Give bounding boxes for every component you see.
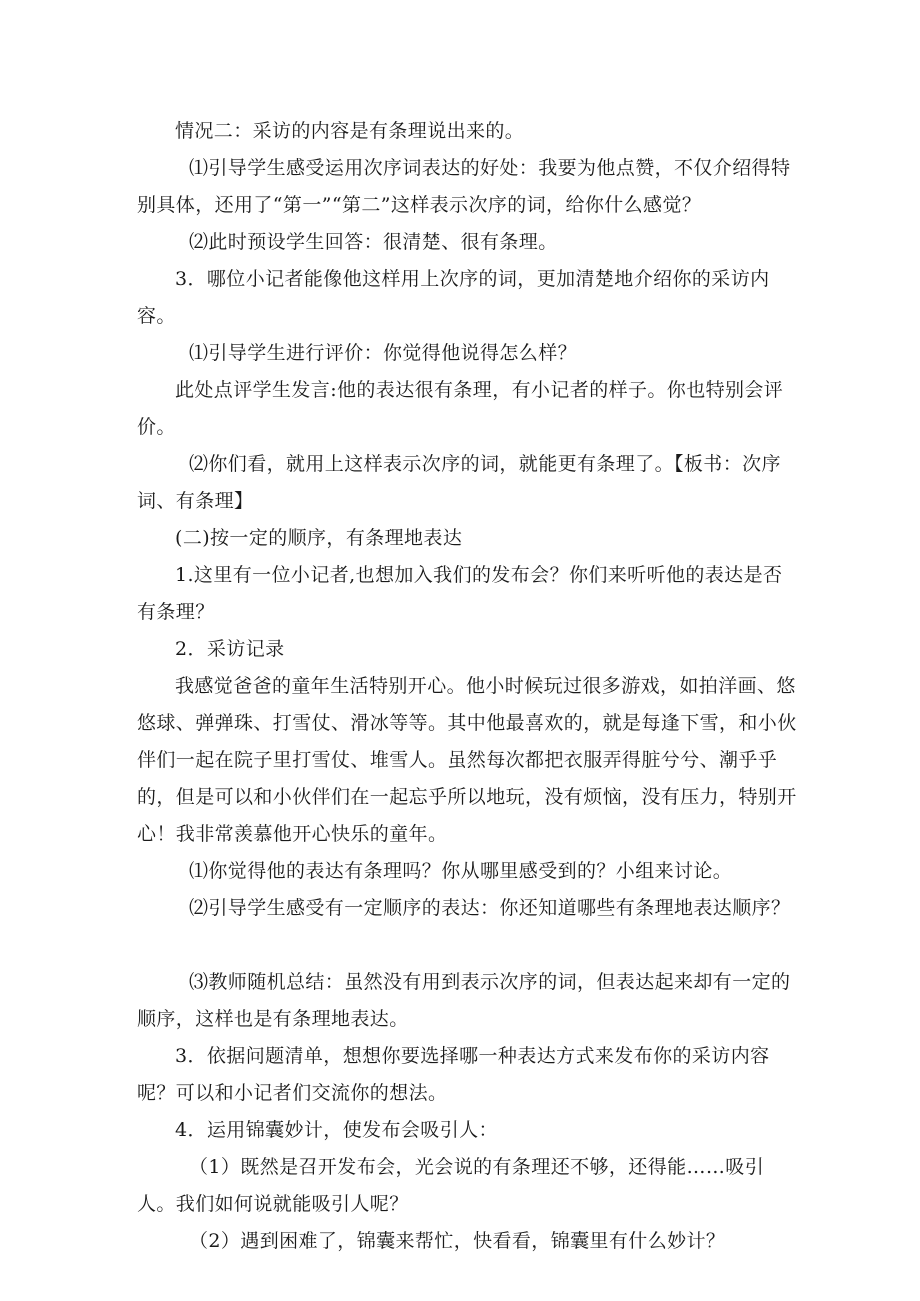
paragraph-discuss: ⑴你觉得他的表达有条理吗？你从哪里感受到的？小组来讨论。 xyxy=(189,860,733,882)
paragraph-comment-student: 此处点评学生发言:他的表达很有条理，有小记者的样子。你也特别会评价。 xyxy=(137,379,784,438)
paragraph-attract-people: （1）既然是召开发布会，光会说的有条理还不够，还得能……吸引人。我们如何说就能吸引人呢？ xyxy=(137,1156,765,1215)
paragraph-item-4-tips: 4．运用锦囊妙计，使发布会吸引人： xyxy=(175,1119,498,1141)
paragraph-item-1-reporter: 1.这里有一位小记者,也想加入我们的发布会？你们来听听他的表达是否有条理？ xyxy=(137,564,783,623)
section-heading-two: (二)按一定的顺序，有条理地表达 xyxy=(175,527,463,549)
paragraph-board-writing: ⑵你们看，就用上这样表示次序的词，就能更有条理了。【板书：次序词、有条理】 xyxy=(137,453,781,512)
paragraph-item-3-question-list: 3．依据问题清单，想想你要选择哪一种表达方式来发布你的采访内容呢？可以和小记者们交流你的想法。 xyxy=(137,1045,770,1104)
paragraph-item-3-sequence: 3．哪位小记者能像他这样用上次序的词，更加清楚地介绍你的采访内容。 xyxy=(137,268,770,327)
paragraph-order-expression: ⑵引导学生感受有一定顺序的表达：你还知道哪些有条理地表达顺序？ xyxy=(189,897,791,919)
paragraph-tips-help: （2）遇到困难了，锦囊来帮忙，快看看，锦囊里有什么妙计？ xyxy=(189,1230,726,1252)
paragraph-situation-two: 情况二：采访的内容是有条理说出来的。 xyxy=(175,120,525,142)
paragraph-guide-evaluate: ⑴引导学生进行评价：你觉得他说得怎么样？ xyxy=(189,342,578,364)
paragraph-item-2-interview-record: 2．采访记录 xyxy=(175,638,285,660)
paragraph-preset-answer: ⑵此时预设学生回答：很清楚、很有条理。 xyxy=(189,231,558,253)
paragraph-interview-text: 我感觉爸爸的童年生活特别开心。他小时候玩过很多游戏，如拍洋画、悠悠球、弹弹珠、打雪仗、滑冰等等。其中他最喜欢的，就是每逢下雪，和小伙伴们一起在院子里打雪仗、堆雪人。虽然每次都把衣服弄得脏兮兮、潮乎乎的，但是可以和小伙伴们在一起忘乎所以地玩，没有烦恼，没有压力，特别开心！我非常羡慕他开心快乐的童年。 xyxy=(137,675,797,845)
paragraph-sequence-words-benefit: ⑴引导学生感受运用次序词表达的好处：我要为他点赞，不仅介绍得特别具体，还用了“第一”“第二”这样表示次序的词，给你什么感觉？ xyxy=(137,157,791,216)
paragraph-teacher-summary: ⑶教师随机总结：虽然没有用到表示次序的词，但表达起来却有一定的顺序，这样也是有条理地表达。 xyxy=(137,971,791,1030)
